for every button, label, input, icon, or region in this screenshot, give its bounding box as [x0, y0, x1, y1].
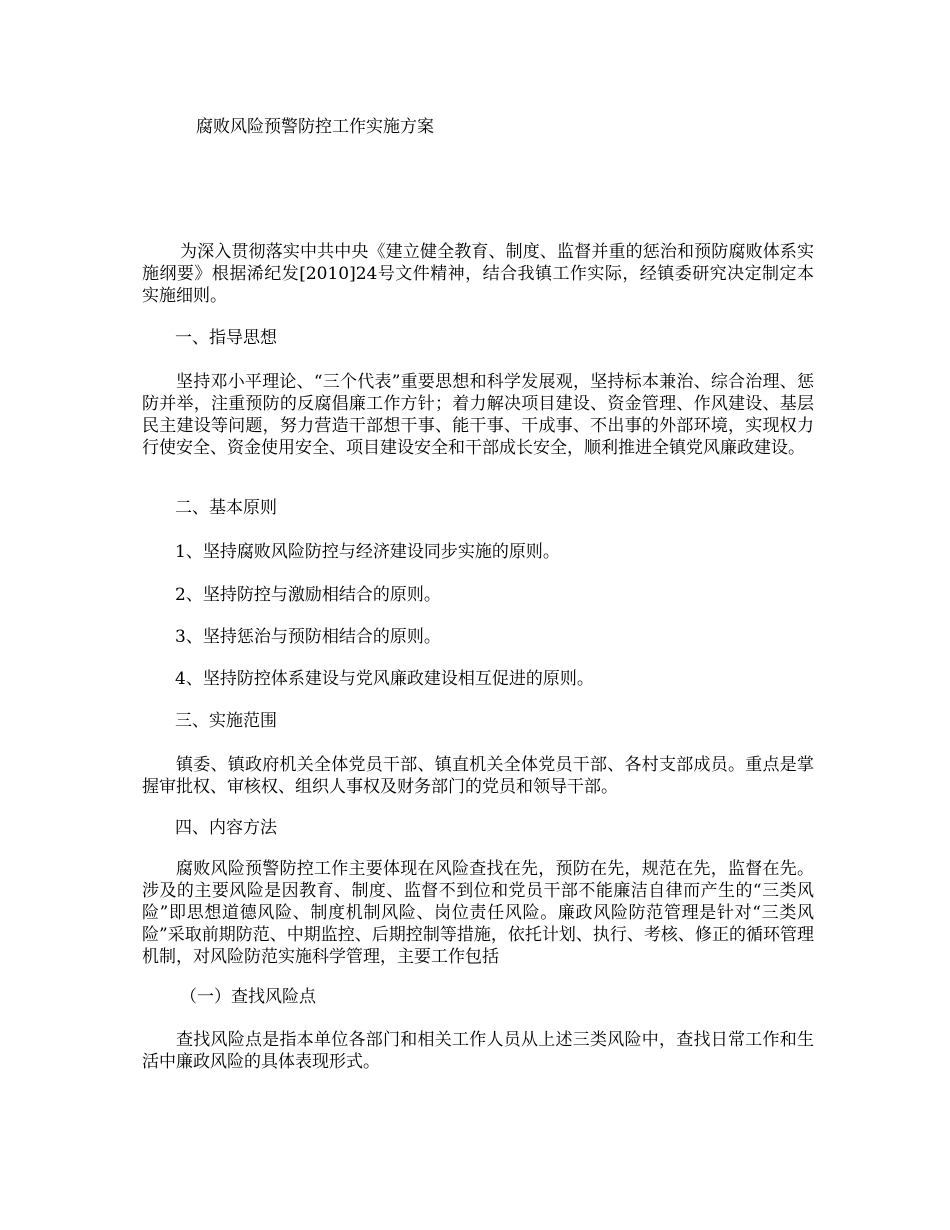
section-heading-guiding-ideology: 一、指导思想 [175, 328, 277, 348]
principle-item-2: 2、坚持防控与激励相结合的原则。 [175, 585, 441, 605]
find-risk-points-paragraph: 查找风险点是指本单位各部门和相关工作人员从上述三类风险中，查找日常工作和生活中廉政风险的具体表现形式。 [142, 1030, 814, 1072]
principle-item-3: 3、坚持惩治与预防相结合的原则。 [175, 627, 441, 647]
principle-item-4: 4、坚持防控体系建设与党风廉政建设相互促进的原则。 [175, 669, 594, 689]
intro-paragraph: 为深入贯彻落实中共中央《建立健全教育、制度、监督并重的惩治和预防腐败体系实施纲要》根据浠纪发[2010]24号文件精神，结合我镇工作实际，经镇委研究决定制定本实施细则。 [142, 242, 814, 306]
subsection-heading-find-risk-points: （一）查找风险点 [180, 987, 316, 1007]
document-title: 腐败风险预警防控工作实施方案 [196, 117, 434, 137]
guiding-ideology-paragraph: 坚持邓小平理论、“三个代表”重要思想和科学发展观，坚持标本兼治、综合治理、惩防并举，注重预防的反腐倡廉工作方针；着力解决项目建设、资金管理、作风建设、基层民主建设等问题，努力营造干部想干事、能干事、干成事、不出事的外部环境，实现权力行使安全、资金使用安全、项目建设安全和干部成长安全，顺利推进全镇党风廉政建设。 [142, 372, 814, 458]
section-heading-methods: 四、内容方法 [175, 818, 277, 838]
methods-paragraph: 腐败风险预警防控工作主要体现在风险查找在先，预防在先，规范在先，监督在先。涉及的主要风险是因教育、制度、监督不到位和党员干部不能廉洁自律而产生的“三类风险”即思想道德风险、制度机制风险、岗位责任风险。廉政风险防范管理是针对“三类风险”采取前期防范、中期监控、后期控制等措施，依托计划、执行、考核、修正的循环管理机制，对风险防范实施科学管理，主要工作包括 [142, 859, 814, 967]
section-heading-basic-principles: 二、基本原则 [175, 498, 277, 518]
section-heading-scope: 三、实施范围 [175, 711, 277, 731]
scope-paragraph: 镇委、镇政府机关全体党员干部、镇直机关全体党员干部、各村支部成员。重点是掌握审批权、审核权、组织人事权及财务部门的党员和领导干部。 [142, 755, 814, 797]
principle-item-1: 1、坚持腐败风险防控与经济建设同步实施的原则。 [175, 542, 560, 562]
